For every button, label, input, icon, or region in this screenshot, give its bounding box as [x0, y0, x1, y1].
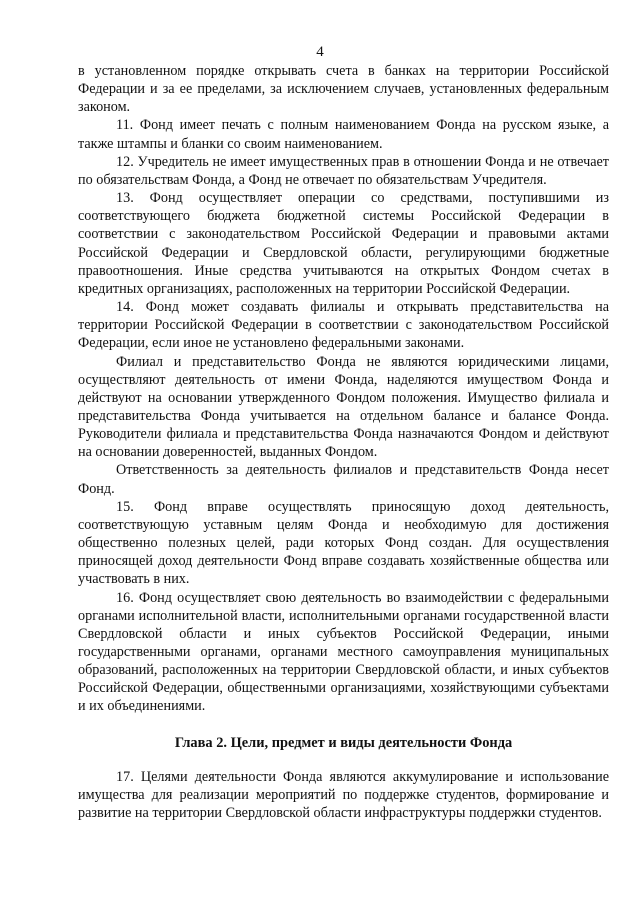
paragraph-continuation: в установленном порядке открывать счета в банках на территории Российской Федерации и за ее пределами, за исключением случаев, установленных федеральным законом.: [78, 63, 609, 116]
paragraph-branches: Филиал и представительство Фонда не являются юридическими лицами, осуществляют деятельность от имени Фонда, наделяются имуществом Фонда и действуют на основании утвержденного Фондом положения. Имущество филиала и представительства Фонда учитывается на отдельном балансе и балансе Фонда. Руководители филиала и представительства Фонда назначаются Фондом и действуют на основании доверенностей, выданных Фондом.: [78, 353, 609, 461]
paragraph-responsibility: Ответственность за деятельность филиалов и представительств Фонда несет Фонд.: [78, 462, 609, 497]
page-number: 4: [316, 44, 324, 60]
paragraph-14: 14. Фонд может создавать филиалы и открывать представительства на территории Российской Федерации в соответствии с законодательством Российской Федерации, если иное не установлено федеральными законами.: [78, 299, 609, 352]
paragraph-11: 11. Фонд имеет печать с полным наименованием Фонда на русском языке, а также штампы и бланки со своим наименованием.: [78, 117, 609, 152]
chapter-heading: Глава 2. Цели, предмет и виды деятельности Фонда: [174, 734, 513, 751]
paragraph-15: 15. Фонд вправе осуществлять приносящую доход деятельность, соответствующую уставным целям Фонда и необходимую для достижения общественно полезных целей, ради которых Фонд создан. Для осуществления приносящей доход деятельности Фонд вправе создавать хозяйственные общества или участвовать в них.: [78, 498, 609, 588]
document-body: [78, 62, 609, 822]
paragraph-16: 16. Фонд осуществляет свою деятельность во взаимодействии с федеральными органами исполнительной власти, исполнительными органами государственной власти Свердловской области и иных субъектов Российской Федерации, иными государственными органами, органами местного самоуправления муниципальных образований, расположенных на территории Свердловской области, и иных субъектов Российской Федерации, общественными организациями, хозяйствующими субъектами и их объединениями.: [78, 589, 609, 715]
paragraph-13: 13. Фонд осуществляет операции со средствами, поступившими из соответствующего бюджета бюджетной системы Российской Федерации в соответствии с законодательством Российской Федерации и правовыми актами Российской Федерации и Свердловской области, регулирующими бюджетные правоотношения. Иные средства учитываются на открытых Фондом счетах в кредитных организациях, расположенных на территории Российской Федерации.: [78, 190, 609, 297]
paragraph-17: 17. Целями деятельности Фонда являются аккумулирование и использование имущества для реализации мероприятий по поддержке студентов, формирование и развитие на территории Свердловской области инфраструктуры поддержки студентов.: [78, 768, 609, 821]
paragraph-12: 12. Учредитель не имеет имущественных прав в отношении Фонда и не отвечает по обязательствам Фонда, а Фонд не отвечает по обязательствам Учредителя.: [78, 153, 609, 188]
